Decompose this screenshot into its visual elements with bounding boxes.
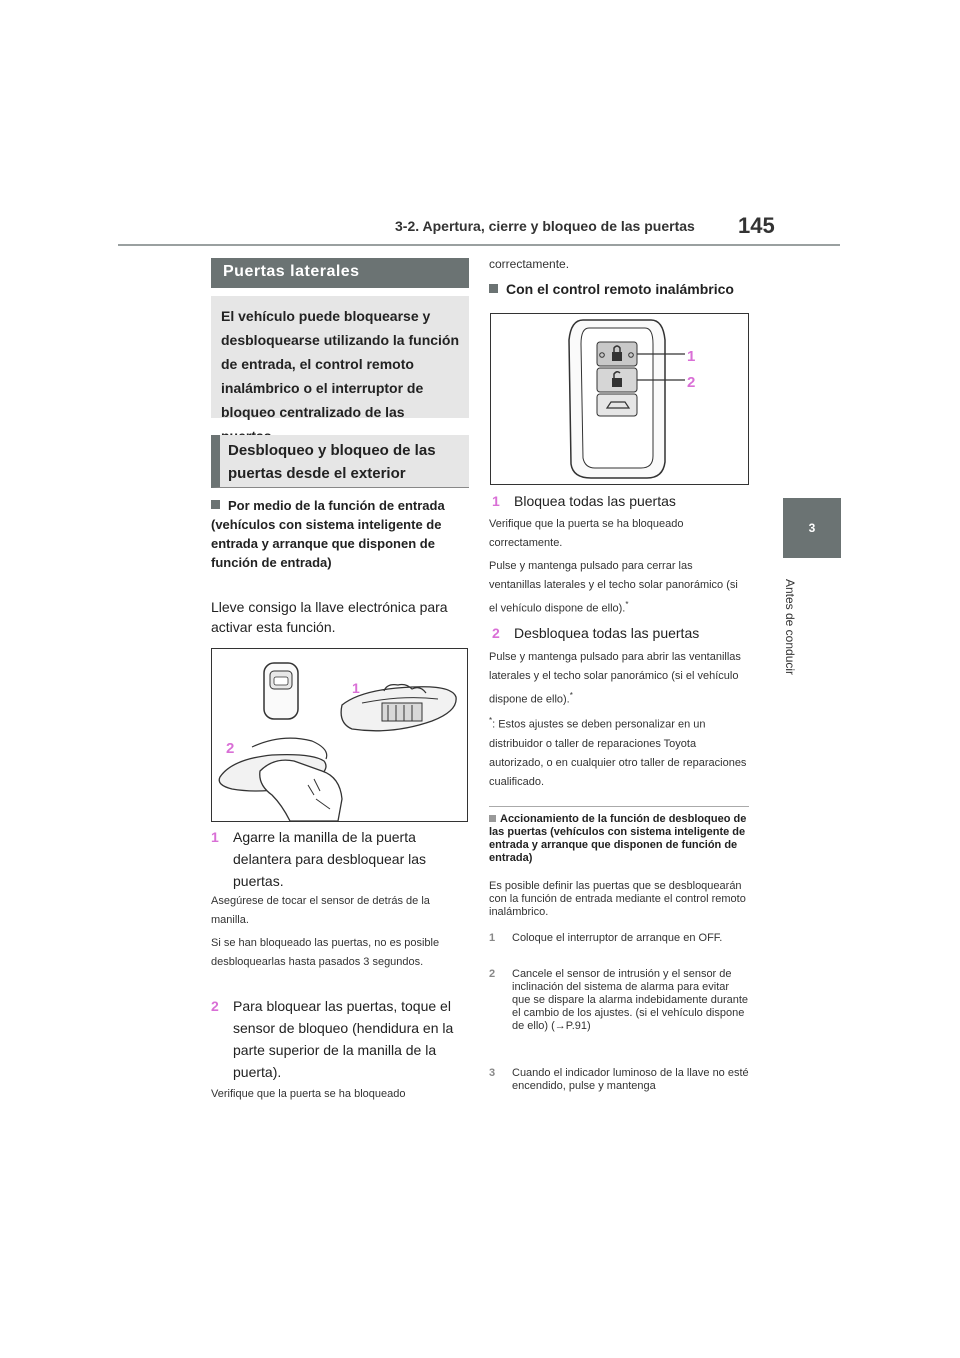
note-step-2 [489, 968, 749, 1033]
note-intro: Es posible definir las puertas que se desbloquearán con la función de entrada mediante el control remoto inalámbrico. [489, 880, 746, 918]
section-heading: Puertas laterales [211, 258, 469, 288]
bullet-square-icon [489, 284, 498, 293]
note-step-number: 2 [489, 968, 496, 980]
figure-label-1: 1 [687, 348, 696, 365]
page-number: 145 [738, 213, 775, 238]
chapter-tab-label [770, 562, 810, 692]
step-2-touch-lock-sensor [211, 995, 469, 1083]
step-2-note: Verifique que la puerta se ha bloqueado [211, 1088, 406, 1100]
step-2-note: Pulse y mantenga pulsado para abrir las ventanillas laterales y el techo solar panorámico (si el vehículo dispone de ello).* [489, 651, 741, 706]
bullet-square-icon [211, 500, 220, 509]
bullet-heading-remote [489, 280, 749, 299]
note-step-text: Cancele el sensor de intrusión y el sensor de inclinación del sistema de alarma para evitar que se dispare la alarma indebidamente durante el cambio de los ajustes. (si el vehículo dispone de ello) (→P.91) [512, 968, 749, 1032]
step-1-note-a: Asegúrese de tocar el sensor de detrás de la manilla. [211, 895, 430, 926]
bullet-heading-text: Con el control remoto inalámbrico [506, 281, 734, 297]
footnote: *: Estos ajustes se deben personalizar en un distribuidor o taller de reparaciones Toyota autorizado, o en cualquier otro taller de reparaciones cualificado. [489, 716, 747, 788]
step-text: Agarre la manilla de la puerta delantera para desbloquear las puertas. [233, 829, 427, 889]
asterisk-mark: * [625, 600, 629, 609]
step-text: Desbloquea todas las puertas [514, 625, 700, 641]
running-header-section: 3-2. Apertura, cierre y bloqueo de las puertas [395, 218, 695, 234]
bullet-heading-text: Por medio de la función de entrada (vehículos con sistema inteligente de entrada y arranque que disponen de función de entrada) [211, 498, 445, 570]
door-handle-illustration [212, 649, 467, 821]
bullet-heading-entry-function [211, 496, 466, 572]
step-1-note-a: Verifique que la puerta se ha bloqueado correctamente. [489, 518, 684, 549]
figure-label-2: 2 [687, 374, 696, 391]
chapter-label-text: Antes de conducir [783, 578, 797, 676]
step-2-unlock-all [489, 622, 749, 644]
figure-label-2: 2 [226, 740, 235, 757]
step-1-grab-handle [211, 826, 469, 892]
continued-text: correctamente. [489, 257, 570, 271]
note-square-icon [489, 815, 496, 822]
step-text: Bloquea todas las puertas [514, 493, 676, 509]
header-rule [118, 244, 840, 246]
step-number: 1 [492, 493, 500, 509]
step-1-lock-all [489, 490, 749, 512]
intro-box: El vehículo puede bloquearse y desbloquearse utilizando la función de entrada, el control remoto inalámbrico o el interruptor de bloqueo centralizado de las [211, 296, 469, 418]
figure-door-handle [211, 648, 468, 822]
bullet-body: Lleve consigo la llave electrónica para activar esta función. [211, 599, 448, 635]
note-step-number: 3 [489, 1067, 496, 1079]
remote-fob-illustration [491, 314, 748, 484]
footnote-asterisk: * [489, 716, 493, 725]
step-number: 2 [211, 998, 219, 1014]
chapter-tab: 3 [783, 498, 841, 558]
step-number: 1 [211, 829, 219, 845]
note-heading: Accionamiento de la función de desbloqueo de las puertas (vehículos con sistema inteligente de entrada y arranque que disponen de función de entrada) [489, 813, 747, 864]
note-divider [489, 806, 749, 807]
figure-remote-fob [490, 313, 749, 485]
note-step-3 [489, 1067, 749, 1093]
subsection-heading: Desbloqueo y bloqueo de las puertas desde el exterior [211, 435, 469, 488]
note-step-number: 1 [489, 932, 496, 944]
note-step-text: Cuando el indicador luminoso de la llave no esté encendido, pulse y mantenga [512, 1067, 749, 1092]
step-number: 2 [492, 625, 500, 641]
note-step-1 [489, 932, 749, 945]
step-1-note-b: Si se han bloqueado las puertas, no es posible desbloquearlas hasta pasados 3 segundos. [211, 937, 440, 968]
note-step-text: Coloque el interruptor de arranque en OFF. [512, 932, 723, 944]
step-1-note-b: Pulse y mantenga pulsado para cerrar las ventanillas laterales y el techo solar panorámico (si el vehículo dispone de ello).* [489, 560, 738, 615]
step-text: Para bloquear las puertas, toque el sensor de bloqueo (hendidura en la parte superior de la manilla de la puerta). [233, 998, 454, 1080]
asterisk-mark: * [569, 691, 573, 700]
figure-label-1: 1 [352, 680, 360, 696]
